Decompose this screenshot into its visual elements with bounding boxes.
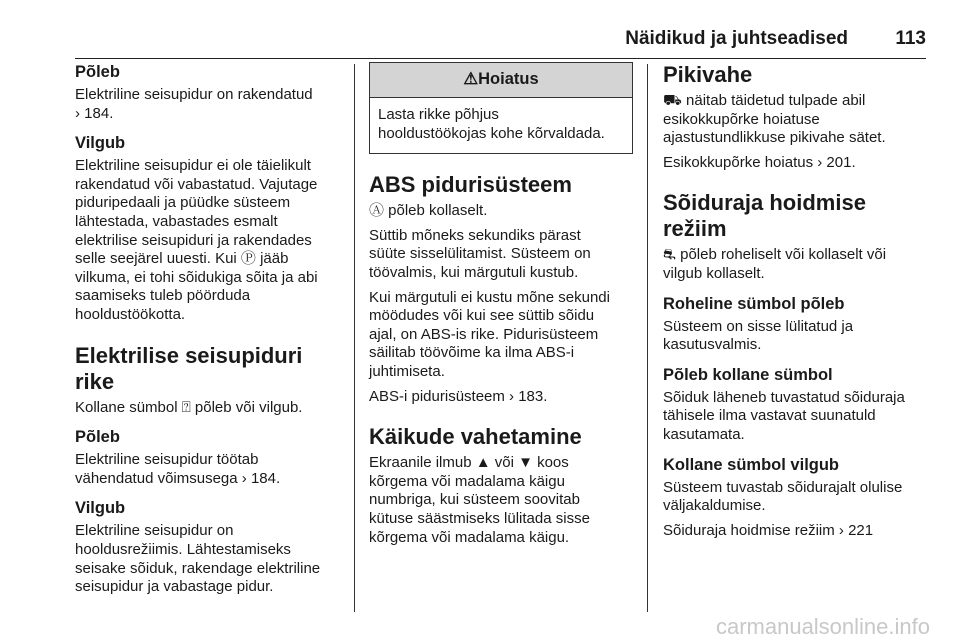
- section-heading: Pikivahe: [663, 62, 753, 87]
- paragraph: Elektriline seisupidur on rakendatud › 184.: [75, 86, 347, 123]
- warning-icon: ⚠: [463, 70, 479, 88]
- paragraph: Elektriline seisupidur töötab vähendatud võimsusega › 184.: [75, 451, 281, 487]
- paragraph: Ⓐ põleb kollaselt.: [369, 202, 488, 220]
- paragraph: Sõiduk läheneb tuvastatud sõiduraja tähisele ilma vastavat suunatuld kasutamata.: [663, 388, 905, 443]
- warning-box: [369, 62, 633, 154]
- warning-header: [370, 63, 632, 98]
- column-divider: [354, 64, 355, 612]
- heading: Vilgub: [75, 499, 126, 518]
- heading: Roheline sümbol põleb: [663, 294, 845, 313]
- paragraph: ⛐ põleb roheliselt või kollaselt või vilgub kollaselt.: [663, 246, 887, 282]
- cross-reference-link[interactable]: ABS-i pidurisüsteem › 183.: [369, 387, 548, 405]
- heading: Põleb: [75, 63, 120, 81]
- section-heading: Sõiduraja hoidmise režiim: [663, 190, 866, 242]
- watermark: carmanualsonline.info: [715, 614, 930, 639]
- paragraph: Kollane sümbol ⍰ põleb või vilgub.: [75, 398, 303, 416]
- paragraph: Süttib mõneks sekundiks pärast süüte sisselülitamist. Süsteem on töövalmis, kui märgutuli kustub.: [369, 226, 591, 281]
- paragraph: Süsteem on sisse lülitatud ja kasutusvalmis.: [663, 317, 854, 354]
- heading: Põleb kollane sümbol: [663, 365, 833, 384]
- heading: Põleb: [75, 428, 120, 447]
- column-3: [663, 62, 928, 540]
- paragraph: Ekraanile ilmub ▲ või ▼ koos kõrgema või madalama käigu numbriga, kui süsteem soovitab kütuse säästmiseks lülitada sisse kõrgema või madalama käigu.: [369, 454, 590, 546]
- column-1: [75, 62, 347, 597]
- cross-reference-link[interactable]: › 184.: [75, 104, 114, 122]
- cross-reference-link[interactable]: Esikokkupõrke hoiatus › 201.: [663, 153, 856, 171]
- paragraph: Elektriline seisupidur ei ole täielikult rakendatud või vabastatud. Vajutage piduripedaali ja püüdke süsteem lähtestada, vabastades esmalt elektrilise seisupiduri ja rakendades selle seejärel uuesti. Kui Ⓟ jääb vilkuma, ei tohi sõidukiga sõita ja abi saamiseks tuleb pöörduda hooldustöökotta.: [75, 157, 318, 323]
- section-title: Näidikud ja juhtseadised: [625, 28, 848, 49]
- page-header: [75, 28, 926, 59]
- paragraph: Elektriline seisupidur on hooldusrežiimis. Lähtestamiseks seisake sõiduk, rakendage elektriline seisupidur ja vabastage pidur.: [75, 522, 321, 596]
- cross-reference-link[interactable]: Sõiduraja hoidmise režiim › 221: [663, 521, 874, 539]
- paragraph: Süsteem tuvastab sõidurajalt olulise väljakaldumise.: [663, 478, 903, 515]
- section-heading: Elektrilise seisupiduri rike: [75, 342, 303, 394]
- page-number: 113: [895, 28, 926, 49]
- column-divider: [647, 64, 648, 612]
- paragraph: Kui märgutuli ei kustu mõne sekundi möödudes või kui see süttib sõidu ajal, on ABS-is rike. Pidurisüsteem säilitab töövõime ka ilma ABS-i juhtimiseta.: [369, 288, 610, 380]
- paragraph: ⛟ näitab täidetud tulpade abil esikokkupõrke hoiatuse ajastustundlikkuse pikivahe sätet.: [663, 92, 886, 147]
- section-heading: Käikude vahetamine: [369, 424, 582, 450]
- column-2: [369, 62, 633, 547]
- warning-title: Hoiatus: [478, 70, 539, 88]
- heading: Vilgub: [75, 134, 126, 153]
- warning-body: Lasta rikke põhjus hooldustöökojas kohe kõrvaldada.: [378, 106, 605, 142]
- heading: Kollane sümbol vilgub: [663, 455, 840, 474]
- section-heading: ABS pidurisüsteem: [369, 172, 572, 198]
